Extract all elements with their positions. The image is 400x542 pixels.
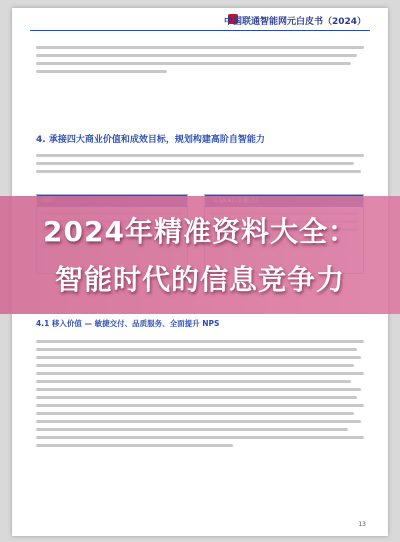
- header-title: 中国联通智能网元白皮书（2024）: [223, 17, 366, 27]
- intro-paragraph: [36, 42, 364, 78]
- section-paragraph: [36, 150, 364, 178]
- banner-line-2: 智能时代的信息竞争力: [54, 263, 345, 296]
- subsection-title: 4.1 移入价值 — 敏捷交付、品质服务、全面提升 NPS: [36, 319, 220, 328]
- page-number: 13: [358, 521, 366, 528]
- section-title: 4. 承接四大商业价值和成效目标，规划构建高阶自智能力: [36, 135, 265, 145]
- banner-line-1: 2024年精准资料大全：: [43, 215, 357, 248]
- body-paragraph: [36, 336, 364, 452]
- header-bar: [12, 8, 388, 30]
- headline-banner: [0, 196, 400, 314]
- header-divider: [30, 30, 370, 31]
